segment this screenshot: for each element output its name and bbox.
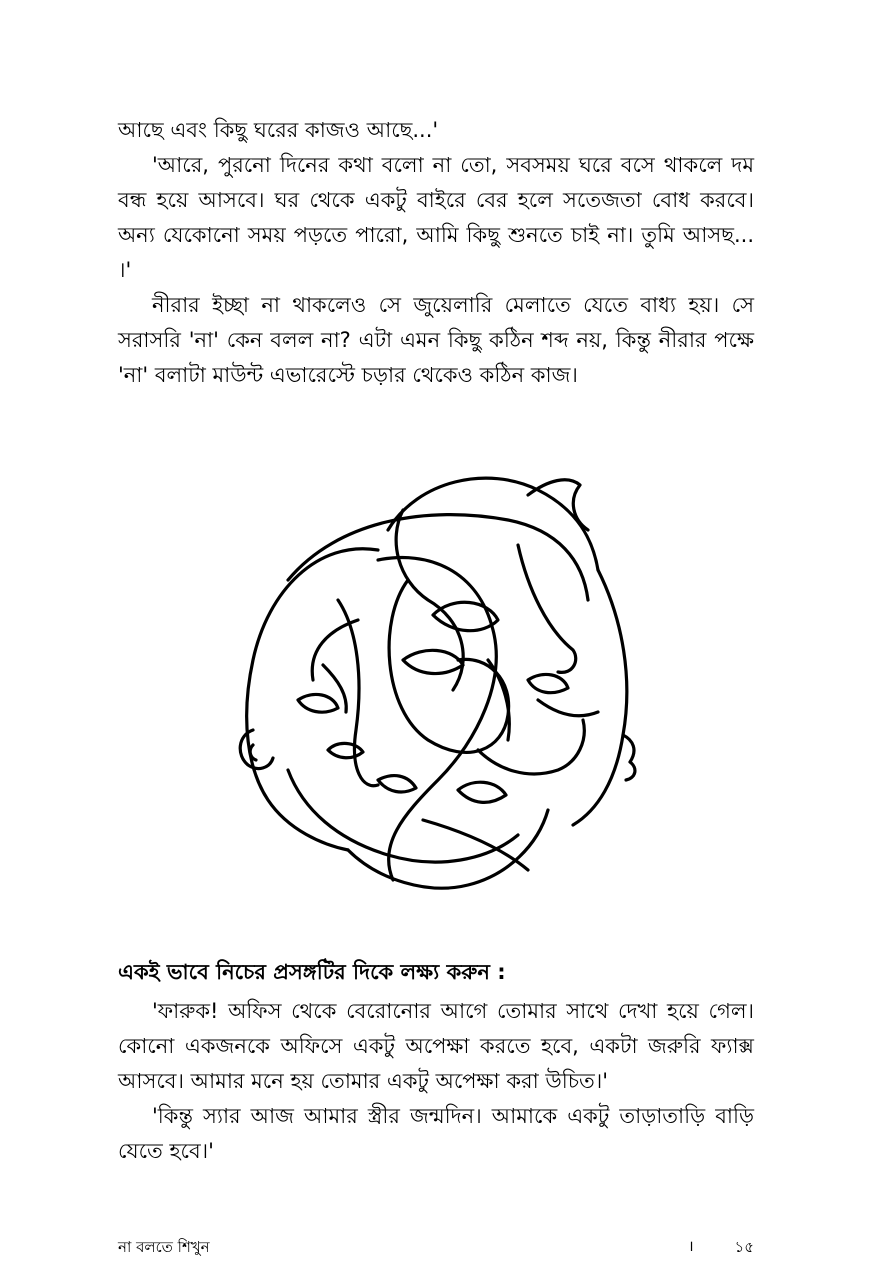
page-footer [118,1236,754,1262]
bottom-text-block [118,955,754,1169]
paragraph-narration: নীরার ইচ্ছা না থাকলেও সে জুয়েলারি মেলাতে যেতে বাধ্য হয়। সে সরাসরি 'না' কেন বলল না? এটা এমন কিছু কঠিন শব্দ নয়, কিন্তু নীরার পক্ষে 'না' বলাটা মাউন্ট এভারেস্টে চড়ার থেকেও কঠিন কাজ। [118,293,754,387]
line-art-faces-illustration [228,450,648,910]
footer-separator: । [688,1237,694,1255]
footer-book-title: না বলতে শিখুন [118,1238,210,1256]
paragraph-dialogue: 'আরে, পুরনো দিনের কথা বলো না তো, সবসময় ঘরে বসে থাকলে দম বন্ধ হয়ে আসবে। ঘর থেকে একটু বাইরে বের হলে সতেজতা বোধ করবে। অন্য যেকোনো সময় পড়তে পারো, আমি কিছু শুনতে চাই না। তুমি আসছ... ।' [118,153,754,282]
top-text-block [118,113,754,393]
paragraph-dialogue-boss: 'ফারুক! অফিস থেকে বেরোনোর আগে তোমার সাথে দেখা হয়ে গেল। কোনো একজনকে অফিসে একটু অপেক্ষা করতে হবে, একটা জরুরি ফ্যাক্স আসবে। আমার মনে হয় তোমার একটু অপেক্ষা করা উচিত।' [118,999,754,1093]
page-number: ১৫ [734,1238,754,1256]
paragraph-dialogue-reply: 'কিন্তু স্যার আজ আমার স্ত্রীর জন্মদিন। আমাকে একটু তাড়াতাড়ি বাড়ি যেতে হবে।' [118,1104,754,1163]
section-heading: একই ভাবে নিচের প্রসঙ্গটির দিকে লক্ষ্য করুন : [118,960,506,984]
paragraph-continuation: আছে এবং কিছু ঘরের কাজও আছে...' [118,118,439,142]
